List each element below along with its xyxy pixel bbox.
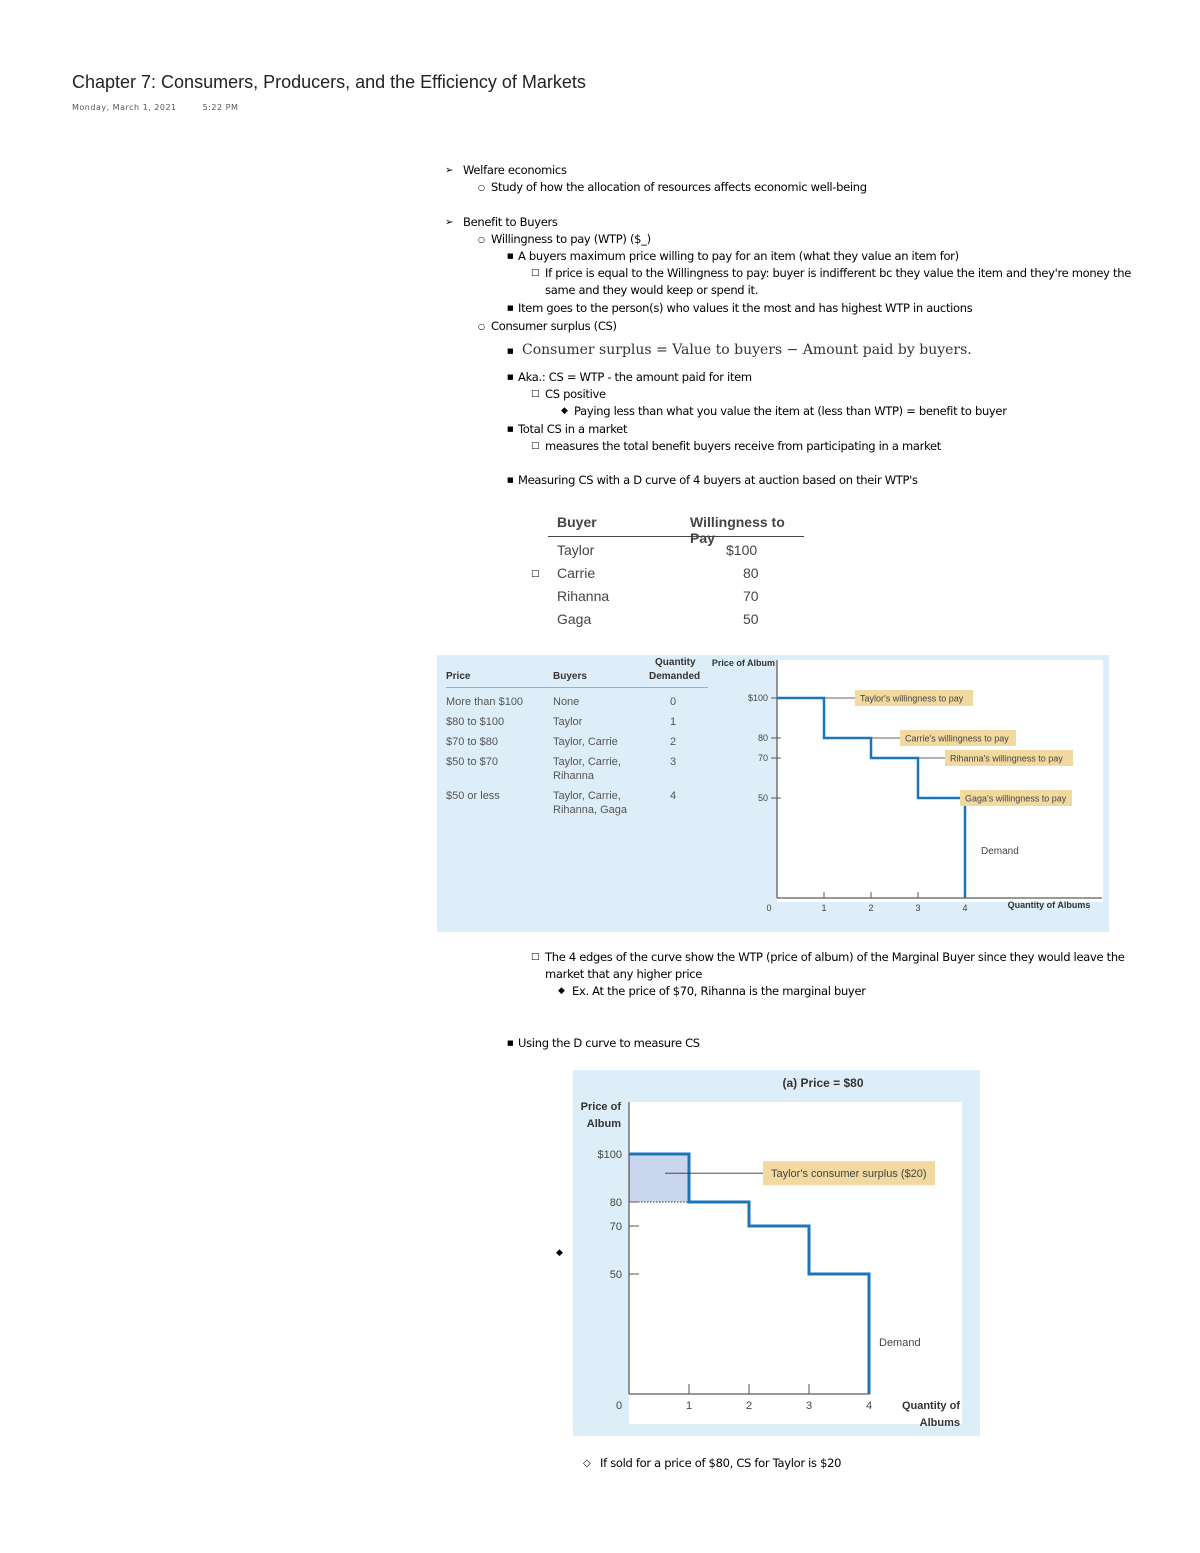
y-tick-label: $100: [747, 693, 768, 703]
square-bullet-icon: ■: [507, 304, 514, 312]
square-bullet-icon: ■: [507, 252, 514, 260]
consumer-surplus-chart: [573, 1070, 980, 1436]
y-tick-label: $100: [597, 1149, 622, 1161]
demand-buyers-cont: Rihanna, Gaga: [553, 804, 627, 816]
demand-buyers: None: [553, 696, 580, 708]
y-axis-label-line: Price of: [580, 1101, 621, 1113]
diamond-bullet-icon: ◆: [561, 406, 568, 416]
circle-bullet-icon: ○: [478, 322, 485, 331]
demand-price: $50 to $70: [446, 756, 498, 768]
demand-buyers-cont: Rihanna: [553, 770, 594, 782]
wtp-header-wtp: Willingness to Pay: [690, 514, 785, 546]
demand-curve-chart: [711, 655, 1109, 932]
x-tick-label: 3: [915, 903, 921, 913]
demand-price: $80 to $100: [446, 716, 505, 728]
x-tick-label: 4: [865, 1400, 873, 1412]
note-wtp-def: A buyers maximum price willing to pay for an item (what they value an item for): [518, 249, 959, 263]
wtp-buyer: Carrie: [557, 565, 596, 581]
arrow-bullet-icon: ➢: [445, 217, 454, 228]
circle-bullet-icon: ○: [478, 183, 485, 192]
demand-buyers: Taylor, Carrie,: [553, 790, 621, 802]
square-bullet-icon: ■: [507, 1039, 514, 1047]
page-title: Chapter 7: Consumers, Producers, and the Efficiency of Markets: [72, 72, 586, 92]
demand-price: $50 or less: [446, 790, 500, 802]
wtp-buyer: Taylor: [557, 542, 595, 558]
cs-formula: Consumer surplus = Value to buyers − Amount paid by buyers.: [522, 342, 972, 358]
arrow-bullet-icon: ➢: [445, 165, 454, 176]
demand-qty: 2: [670, 736, 677, 748]
y-tick-label: 80: [609, 1197, 622, 1209]
demand-buyers: Taylor, Carrie: [553, 736, 618, 748]
wtp-value: $100: [726, 542, 758, 558]
x-tick-label: 0: [766, 903, 772, 913]
wtp-buyer: Rihanna: [557, 588, 610, 604]
wtp-value: 70: [743, 588, 759, 604]
demand-header-buyers: Buyers: [553, 671, 587, 682]
chart-title: (a) Price = $80: [782, 1076, 864, 1090]
demand-label: Demand: [879, 1337, 921, 1349]
annotation-label: Taylor's consumer surplus ($20): [771, 1168, 927, 1181]
demand-buyers: Taylor: [553, 716, 583, 728]
square-bullet-icon: ■: [507, 347, 514, 355]
hollow-square-bullet-icon: □: [531, 441, 540, 451]
circle-bullet-icon: ○: [478, 235, 485, 244]
x-tick-label: 1: [685, 1400, 693, 1412]
diamond-bullet-icon: ◆: [558, 986, 565, 996]
wtp-value: 50: [743, 611, 759, 627]
demand-price: $70 to $80: [446, 736, 498, 748]
annotation-label: Gaga's willingness to pay: [965, 793, 1067, 804]
note-total-cs: Total CS in a market: [518, 422, 628, 436]
note-cs-pos: CS positive: [545, 387, 606, 401]
demand-header-price: Price: [446, 671, 471, 682]
note-wtp-goes: Item goes to the person(s) who values it the most and has highest WTP in auctions: [518, 301, 973, 315]
note-cs-pos-def: Paying less than what you value the item at (less than WTP) = benefit to buyer: [574, 404, 1007, 418]
square-bullet-icon: ■: [507, 425, 514, 433]
square-bullet-icon: ■: [507, 476, 514, 484]
table-row: [548, 583, 804, 606]
x-tick-label: 1: [821, 903, 827, 913]
y-tick-label: 70: [757, 753, 768, 763]
x-tick-label: 2: [868, 903, 874, 913]
note-edges-2: market that any higher price: [545, 967, 703, 981]
demand-label: Demand: [981, 846, 1019, 857]
wtp-table: [548, 508, 804, 629]
demand-qty: 3: [670, 756, 677, 768]
demand-header-quantity: Quantity: [655, 657, 696, 668]
x-tick-label: 3: [805, 1400, 813, 1412]
x-tick-label: 0: [615, 1400, 623, 1412]
demand-header-demanded: Demanded: [649, 671, 701, 682]
x-tick-label: 4: [962, 903, 968, 913]
wtp-value: 80: [743, 565, 759, 581]
demand-qty: 1: [670, 716, 677, 728]
taylor-surplus-area: [629, 1154, 689, 1202]
demand-price: More than $100: [446, 696, 524, 708]
note-edges-1: The 4 edges of the curve show the WTP (price of album) of the Marginal Buyer since they would leave the: [545, 950, 1125, 964]
wtp-buyer: Gaga: [557, 611, 592, 627]
table-row: [548, 537, 804, 560]
demand-qty: 4: [670, 790, 677, 802]
hollow-square-bullet-icon: □: [531, 389, 540, 399]
note-aka: Aka.: CS = WTP - the amount paid for item: [518, 370, 752, 384]
note-welfare: Welfare economics: [463, 163, 567, 177]
annotation-label: Rihanna's willingness to pay: [950, 753, 1063, 764]
note-measuring: Measuring CS with a D curve of 4 buyers at auction based on their WTP's: [518, 473, 918, 487]
table-divider: [446, 687, 708, 688]
x-axis-label-line: Quantity of: [901, 1400, 960, 1412]
x-axis-label-line: Albums: [919, 1417, 960, 1429]
note-wtp-equal-2: same and they would keep or spend it.: [545, 283, 759, 297]
consumer-surplus-panel: [573, 1070, 980, 1436]
x-axis-label: Quantity of Albums: [1007, 900, 1091, 910]
note-using: Using the D curve to measure CS: [518, 1036, 700, 1050]
y-tick-label: 70: [609, 1221, 622, 1233]
annotation-label: Carrie's willingness to pay: [905, 733, 1009, 744]
note-welfare-def: Study of how the allocation of resources affects economic well-being: [491, 180, 867, 194]
time-text: 5:22 PM: [202, 103, 239, 112]
y-axis-label: Price of Album: [711, 658, 775, 668]
note-cs: Consumer surplus (CS): [491, 319, 617, 333]
chart-plot-area: [629, 1102, 962, 1424]
demand-schedule-panel: [437, 655, 1109, 932]
y-tick-label: 50: [757, 793, 768, 803]
wtp-header-buyer: Buyer: [557, 514, 597, 530]
y-axis-label-line: Album: [586, 1118, 621, 1130]
demand-qty: 0: [670, 696, 677, 708]
annotation-label: Taylor's willingness to pay: [860, 693, 964, 704]
table-row: [548, 560, 804, 583]
hollow-square-bullet-icon: □: [531, 268, 540, 278]
note-benefit: Benefit to Buyers: [463, 215, 558, 229]
note-sold: If sold for a price of $80, CS for Taylor is $20: [600, 1456, 842, 1470]
page-date: [72, 103, 238, 112]
hollow-square-bullet-icon: □: [531, 952, 540, 962]
date-text: Monday, March 1, 2021: [72, 103, 177, 112]
hollow-diamond-bullet-icon: ◇: [583, 1458, 591, 1469]
diamond-bullet-icon: ◆: [556, 1248, 563, 1258]
note-ex: Ex. At the price of $70, Rihanna is the marginal buyer: [572, 984, 866, 998]
wtp-table-header: [548, 508, 804, 546]
square-bullet-icon: ■: [507, 373, 514, 381]
y-tick-label: 80: [757, 733, 768, 743]
table-row: [548, 606, 804, 629]
demand-buyers: Taylor, Carrie,: [553, 756, 621, 768]
hollow-square-bullet-icon: □: [531, 569, 540, 579]
x-tick-label: 2: [745, 1400, 753, 1412]
note-total-cs-def: measures the total benefit buyers receive from participating in a market: [545, 439, 942, 453]
y-tick-label: 50: [609, 1269, 622, 1281]
note-wtp: Willingness to pay (WTP) ($_): [491, 232, 651, 246]
note-wtp-equal-1: If price is equal to the Willingness to pay: buyer is indifferent bc they value the item and they're money the: [545, 266, 1132, 280]
